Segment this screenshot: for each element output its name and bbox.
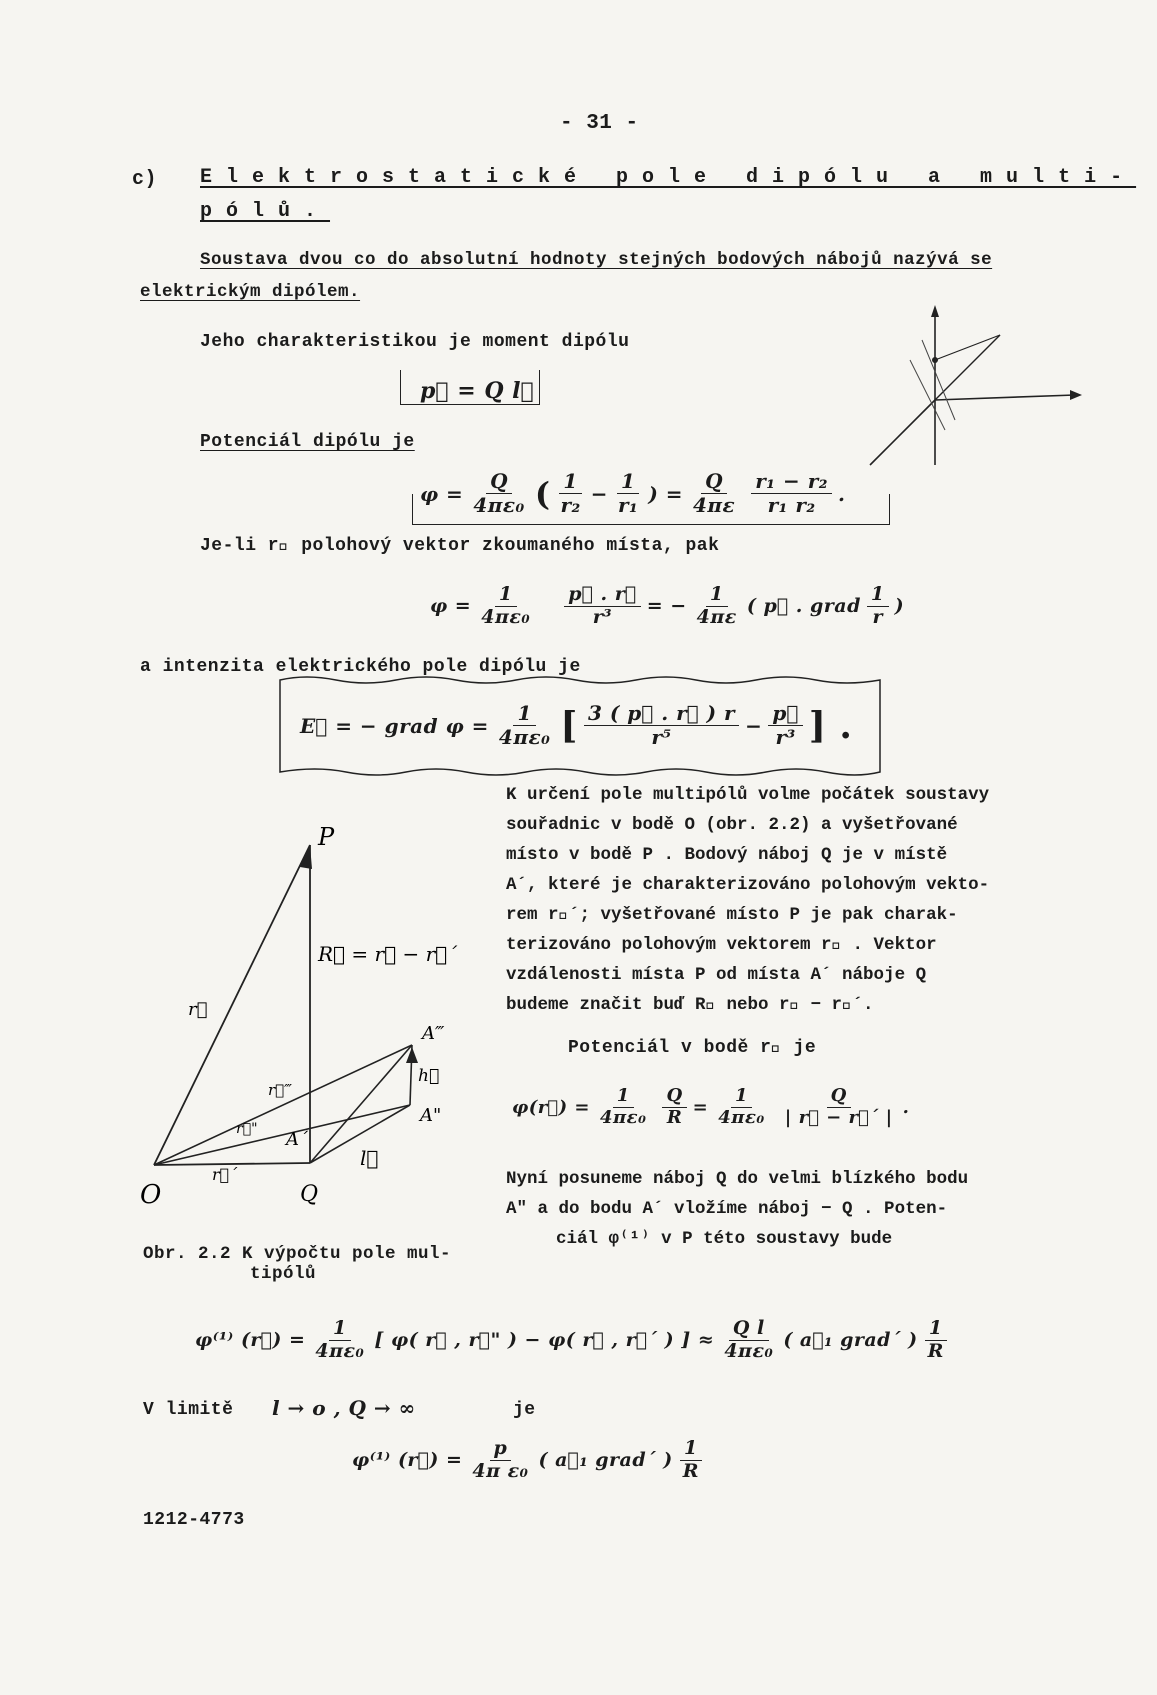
eq-potential-a-num: 1 — [559, 470, 581, 494]
dipole-sketch — [860, 300, 1090, 470]
right-column-line: A´, které je charakterizováno polohovým vekto- — [506, 875, 990, 895]
eq-phi-p-d4: r — [872, 605, 883, 628]
eq-phi1-d2: 4πε₀ — [724, 1339, 774, 1362]
potential-point-label: Potenciál v bodě r⃗ je — [568, 1038, 817, 1058]
moment-text: Jeho charakteristikou je moment dipólu — [200, 332, 630, 352]
eq-pp-frac4 — [781, 1086, 897, 1128]
figure-caption-line1: Obr. 2.2 K výpočtu pole mul- — [143, 1244, 452, 1264]
position-vector-text: Je-li r⃗ polohový vektor zkoumaného místa, pak — [200, 536, 720, 556]
eq-potential-den1: 4πε₀ — [473, 493, 525, 517]
eq-potential-d-den: r₁ r₂ — [767, 493, 816, 517]
eq-pp-end: . — [902, 1096, 910, 1118]
eq-field-bracket-open: [ — [560, 704, 578, 747]
eq-phi-p-frac4 — [867, 584, 889, 629]
eq-limit-frac2 — [679, 1438, 703, 1483]
eq-pp-n1: 1 — [613, 1086, 634, 1108]
eq-phi1-frac2 — [720, 1318, 777, 1363]
move-charge-line: A" a do bodu A´ vložíme náboj − Q . Poten- — [506, 1199, 948, 1219]
sketch-arrow-x — [1070, 390, 1082, 400]
right-column-line: vzdálenosti místa P od místa A´ náboje Q — [506, 965, 927, 985]
eq-phi1-d3: R — [927, 1339, 944, 1362]
eq-pp-n4: Q — [827, 1086, 851, 1108]
eq-phi-p-mid: = − — [646, 595, 687, 618]
eq-phi1-d1: 4πε₀ — [315, 1339, 365, 1362]
limit-suffix: je — [513, 1400, 536, 1420]
eq-field-n2: 3 ( p⃗ . r⃗ ) r — [584, 702, 739, 726]
eq-phi-p-lhs: φ = — [430, 595, 472, 618]
eq-phi-p-n2: p⃗ . r⃗ — [564, 584, 640, 607]
eq-limit — [352, 1438, 709, 1483]
label-r: r⃗ — [188, 999, 208, 1020]
sketch-arrow-z — [931, 305, 939, 317]
eq-phi-p-frac1 — [477, 584, 534, 629]
right-column-line: souřadnic v bodě O (obr. 2.2) a vyšetřované — [506, 815, 958, 835]
eq-phi-p-frac2 — [564, 584, 640, 629]
eq-pp-n3: 1 — [731, 1086, 752, 1108]
right-column-line: terizováno polohovým vektorem r⃗ . Vektor — [506, 935, 937, 955]
eq-phi-p-n1: 1 — [495, 584, 517, 607]
eq-pp-d1: 4πε₀ — [599, 1106, 647, 1128]
eq-pp-frac1 — [596, 1086, 651, 1128]
eq-field-n3: p⃗ — [768, 702, 803, 726]
eq-pp-lhs: φ(r⃗) = — [512, 1096, 590, 1118]
right-column — [506, 780, 989, 1020]
eq-limit-d1: 4π ε₀ — [472, 1459, 529, 1482]
eq-field-lhs: E⃗ = − grad φ = — [300, 713, 489, 738]
eq-potential-minus: − — [590, 481, 609, 506]
section-title-line2: pólů. — [200, 200, 331, 223]
figure-multipole — [140, 815, 500, 1215]
eq-pp-frac3 — [714, 1086, 769, 1128]
intro-line1: Soustava dvou co do absolutní hodnoty stejných bodových nábojů nazývá se — [200, 250, 993, 270]
eq-potential-a-den: r₂ — [560, 493, 581, 517]
right-column-line: K určení pole multipólů volme počátek soustavy — [506, 785, 990, 805]
label-P: P — [318, 823, 335, 851]
eq-phi1-n1: 1 — [329, 1318, 351, 1341]
eq-pp-n2: Q — [662, 1086, 686, 1108]
label-r1: r⃗´ — [212, 1165, 238, 1184]
label-h: h⃗ — [418, 1066, 440, 1086]
eq-phi-p — [430, 584, 904, 629]
eq-limit-n2: 1 — [680, 1438, 702, 1461]
eq-phi1-frac1 — [311, 1318, 368, 1363]
eq-limit-lhs: φ⁽¹⁾ (r⃗) = — [352, 1449, 463, 1472]
label-R: R⃗ = r⃗ − r⃗´ — [318, 942, 458, 966]
eq-field-bracket-close: ] . — [808, 704, 853, 747]
sketch-charge — [932, 357, 938, 363]
eq-pp-d3: 4πε₀ — [718, 1106, 765, 1128]
right-column-line: rem r⃗´; vyšetřované místo P je pak charak- — [506, 905, 958, 925]
eq-potential-c-den: 4πε — [693, 493, 736, 517]
section-marker: c) — [132, 168, 158, 191]
eq-limit-mid: ( a⃗₁ grad´ ) — [538, 1449, 673, 1472]
eq-potential-c-num: Q — [701, 470, 727, 494]
label-O: O — [140, 1180, 162, 1210]
label-A3: A‴ — [422, 1023, 445, 1044]
eq-phi-p-n4: 1 — [867, 584, 889, 607]
right-column-line: budeme značit buď R⃗ nebo r⃗ − r⃗´. — [506, 995, 874, 1015]
sketch-axis-x — [935, 395, 1075, 400]
eq-potential-b-den: r₁ — [618, 493, 639, 517]
eq-phi-p-d2: r³ — [592, 605, 613, 628]
eq-field-frac1 — [495, 702, 554, 749]
sketch-axis-y — [870, 400, 935, 465]
eq-phi1-lhs: φ⁽¹⁾ (r⃗) = — [195, 1329, 306, 1352]
eq-potential-paren-close: ) = — [648, 481, 683, 506]
move-charge-line: ciál φ⁽¹⁾ v P této soustavy bude — [556, 1229, 893, 1249]
eq-potential-paren-open: ( — [534, 474, 551, 513]
moment-formula: p⃗ = Q l⃗ — [420, 378, 535, 404]
eq-pp-d4: | r⃗ − r⃗´ | — [784, 1106, 893, 1128]
eq-field-d3: r³ — [775, 725, 796, 749]
eq-field-n1: 1 — [513, 702, 535, 726]
eq-phi-p-n3: 1 — [706, 584, 728, 607]
right-column-line: místo v bodě P . Bodový náboj Q je v místě — [506, 845, 948, 865]
eq-phi1-mid: ( a⃗₁ grad´ ) — [783, 1329, 918, 1352]
eq-pp-eq: = — [692, 1096, 709, 1118]
eq-field-frac2 — [584, 702, 739, 749]
eq-phi-p-tail-open: ( p⃗ . grad — [746, 595, 861, 618]
eq-phi1-body: [ φ( r⃗ , r⃗" ) − φ( r⃗ , r⃗´ ) ] ≈ — [374, 1329, 715, 1352]
eq-phi1-n3: 1 — [925, 1318, 947, 1341]
eq-potential-point — [512, 1086, 909, 1128]
limit-prefix: V limitě — [143, 1400, 234, 1420]
label-Q: Q — [300, 1182, 319, 1207]
eq-potential-d-num: r₁ − r₂ — [751, 470, 832, 494]
limit-expr: l → o , Q → ∞ — [272, 1396, 416, 1420]
label-A2: A" — [420, 1105, 442, 1126]
label-l: l⃗ — [360, 1146, 379, 1170]
potential-label: Potenciál dipólu je — [200, 432, 415, 452]
eq-phi1 — [195, 1318, 954, 1363]
footer-code: 1212-4773 — [143, 1510, 245, 1530]
eq-field — [300, 702, 852, 749]
eq-field-d1: 4πε₀ — [498, 725, 551, 749]
sketch-r1 — [935, 335, 1000, 400]
eq-phi-p-d1: 4πε₀ — [481, 605, 531, 628]
eq-phi-p-frac3 — [693, 584, 741, 629]
eq-potential-box — [412, 494, 890, 525]
eq-field-minus: − — [745, 713, 763, 738]
intro-line2: elektrickým dipólem. — [140, 282, 361, 302]
sketch-r2 — [935, 335, 1000, 360]
moment-formula-box — [400, 370, 540, 405]
label-r2: r⃗" — [236, 1121, 258, 1137]
vector-r — [154, 845, 310, 1165]
eq-limit-d2: R — [682, 1459, 700, 1482]
section-title-line1: Elektrostatické pole dipólu a multi- — [200, 166, 1137, 189]
eq-limit-n1: p — [490, 1438, 512, 1461]
eq-field-frac3 — [768, 702, 803, 749]
eq-limit-frac1 — [468, 1438, 532, 1483]
eq-potential-end: . — [838, 481, 846, 506]
eq-pp-frac2 — [662, 1086, 686, 1128]
eq-phi1-frac3 — [924, 1318, 948, 1363]
eq-potential-b-num: 1 — [617, 470, 639, 494]
eq-potential-lhs: φ = — [420, 481, 464, 506]
eq-potential-num1: Q — [486, 470, 512, 494]
eq-pp-d2: R — [666, 1106, 683, 1128]
label-A1: A´ — [286, 1129, 308, 1150]
eq-field-d2: r⁵ — [651, 725, 672, 749]
eq-phi1-n2: Q l — [729, 1318, 769, 1341]
eq-phi-p-d3: 4πε — [696, 605, 737, 628]
page-number: - 31 - — [560, 112, 639, 135]
move-charge-line: Nyní posuneme náboj Q do velmi blízkého bodu — [506, 1169, 969, 1189]
move-charge-text — [506, 1164, 968, 1254]
eq-phi-p-tail-close: ) — [894, 595, 905, 618]
intensity-text: a intenzita elektrického pole dipólu je — [140, 657, 581, 677]
label-r3: r⃗‴ — [268, 1081, 292, 1099]
figure-caption-line2: tipólů — [250, 1264, 317, 1284]
